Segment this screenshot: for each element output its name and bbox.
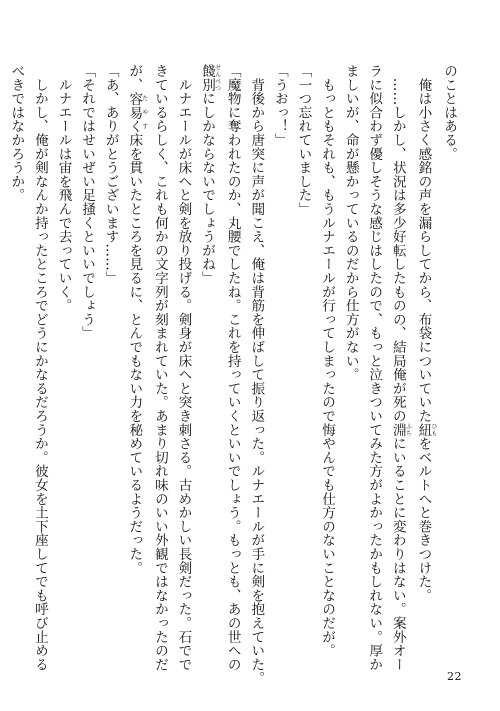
text-segment: にしかならないでしょうがね」	[199, 91, 216, 285]
text-line: ルナエールが床へと剣を放り投げる。剣身が床へと突き刺さる。古めかしい長剣だった。石でで	[175, 64, 192, 672]
text-line: しかし、俺が剣なんか持ったところでどうにかなるだろうか。彼女を土下座してでも呼び止める	[31, 64, 48, 672]
text-line	[385, 64, 412, 672]
page-number: 22	[447, 670, 462, 683]
ruby-reading: たやす	[140, 91, 148, 134]
text-line: 「一つ忘れていました」	[295, 64, 312, 216]
text-segment: 俺は小さく感銘の声を漏らしてから、布袋についていた	[415, 64, 432, 423]
ruby-word	[415, 422, 437, 437]
text-line: ラに似合わず優しそうな感じはしたので、もっと泣きついてみた方がよかったかもしれない。厚か	[366, 64, 383, 672]
text-line: もっともそれも、もうルナエールが行ってしまったので悔やんでも仕方のないことなのだが。	[319, 64, 336, 658]
ruby-word	[199, 64, 221, 92]
text-line: きているらしく、これも何かの文字列が刻まれていた。あまり切れ味のいい外観ではなかったのだ	[151, 64, 168, 672]
text-line: ましいが、命が懸かっているのだから仕方がない。	[342, 64, 359, 382]
text-line	[122, 64, 148, 656]
text-line: 背後から唐突に声が聞こえ、俺は背筋を伸ばして振り返った。ルナエールが手に剣を抱えていた。	[248, 64, 265, 685]
ruby-word	[389, 422, 412, 437]
text-line: 「魔物に奪われたのか、丸腰でしたね。これを持っていくといいでしょう。もっとも、あの世への	[224, 64, 241, 672]
ruby-reading: ふち	[404, 422, 412, 437]
text-line: のことはある。	[441, 64, 457, 161]
ruby-base: 餞別	[199, 64, 216, 92]
text-segment: が、	[126, 64, 143, 92]
text-segment: 床を貫いたところを見るに、とんでもない力を秘めているようだった。	[126, 133, 143, 575]
text-line: ルナエールは宙を飛んで去っていく。	[55, 64, 72, 313]
text-segment: にいることに変わりはない。案外オー	[389, 436, 406, 672]
text-line: 「うおっ！」	[271, 64, 288, 147]
text-line	[411, 64, 437, 656]
text-segment: ……しかし、状況は多少好転したものの、結局俺が死の	[389, 64, 406, 423]
ruby-word	[126, 91, 148, 134]
ruby-base: 容易く	[126, 91, 143, 134]
text-line: 「それではせいぜい足掻くといいでしょう」	[79, 64, 96, 340]
ruby-reading: せんべつ	[213, 64, 221, 92]
ruby-reading: ひも	[429, 422, 437, 437]
text-segment: をベルトへと巻きつけた。	[415, 436, 432, 603]
text-line: 「あ、ありがとうございます……」	[102, 64, 119, 285]
text-line	[194, 64, 220, 656]
ruby-base: 紐	[415, 422, 432, 437]
ruby-base: 淵	[389, 422, 406, 437]
text-line: べきではなかろうか。	[8, 64, 25, 202]
